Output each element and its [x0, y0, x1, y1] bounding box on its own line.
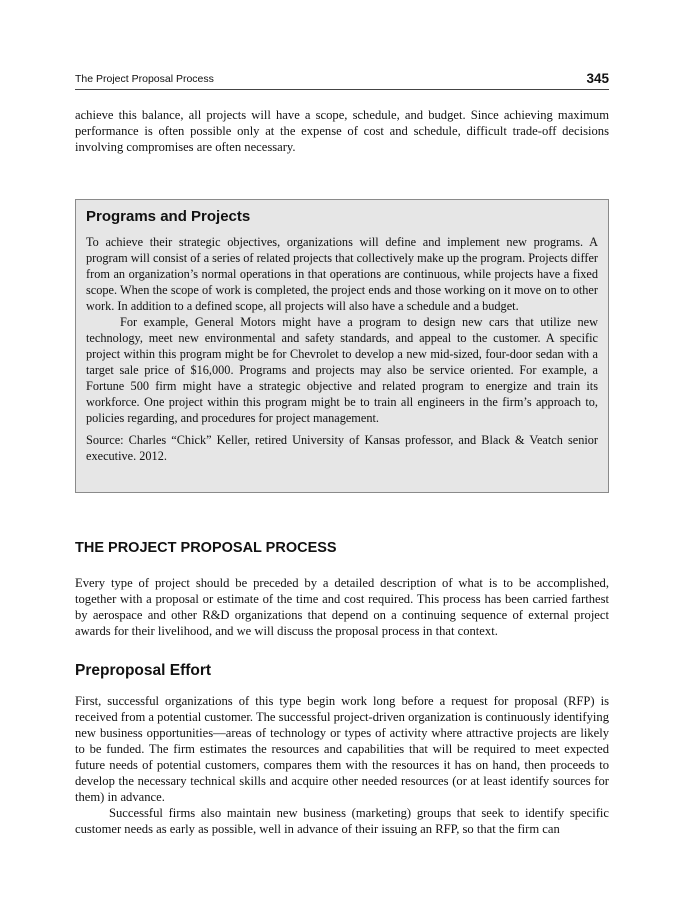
sidebar-paragraph: For example, General Motors might have a program to design new cars that utilize new technology, meet new environmental and safety standards, and appeal to the customer. A specific project within this program might be for Chevrolet to develop a new mid-sized, four-door sedan with a target sale price of $16,000. Programs and projects may also be service oriented. For example, a Fortune 500 firm might have a strategic objective and related program to energize and train its workforce. One project within this program might be to train all engineers in the firm’s approach to, policies regarding, and procedures for project management. — [86, 315, 598, 425]
sidebar-paragraph: To achieve their strategic objectives, organizations will define and implement new programs. A program will consist of a series of related projects that collectively make up the program. Projects differ from an organization’s normal operations in that operations are continuous, while projects have a fixed scope. When the scope of work is completed, the project ends and those working on it move on to other work. In addition to a defined scope, all projects will also have a schedule and a budget. — [86, 235, 598, 313]
page-number: 345 — [586, 71, 609, 86]
section-paragraph: Every type of project should be preceded by a detailed description of what is to be accomplished, together with a proposal or estimate of the time and cost required. This process has been carried farthest by aerospace and other R&D organizations that depend on a continuing sequence of external project awards for their livelihood, and we will discuss the proposal process in that context. — [75, 576, 609, 638]
sidebar-source: Source: Charles “Chick” Keller, retired University of Kansas professor, and Black & Veatch senior executive. 2012. — [86, 433, 598, 463]
intro-paragraph: achieve this balance, all projects will have a scope, schedule, and budget. Since achieving maximum performance is often possible only at the expense of cost and schedule, difficult trade-off decisions involving compromises are often necessary. — [75, 108, 609, 154]
subsection-paragraph: First, successful organizations of this type begin work long before a request for proposal (RFP) is received from a potential customer. The successful project-driven organization is continuously identifying new business opportunities—areas of technology or types of activity where attractive projects are likely to be funded. The firm estimates the resources and capabilities that will be required to meet expected future needs of potential customers, compares them with the resources it has on hand, then proceeds to develop the necessary technical skills and acquire other needed resources (or at least identify sources for them) in advance. — [75, 694, 609, 804]
sidebar-title: Programs and Projects — [86, 208, 251, 225]
running-header — [75, 71, 609, 90]
subsection-paragraph: Successful firms also maintain new business (marketing) groups that seek to identify specific customer needs as early as possible, well in advance of their issuing an RFP, so that the firm can — [75, 806, 609, 836]
section-heading: THE PROJECT PROPOSAL PROCESS — [75, 540, 337, 556]
subsection-heading: Preproposal Effort — [75, 662, 212, 679]
running-title: The Project Proposal Process — [75, 73, 214, 85]
sidebar-box — [75, 199, 609, 493]
